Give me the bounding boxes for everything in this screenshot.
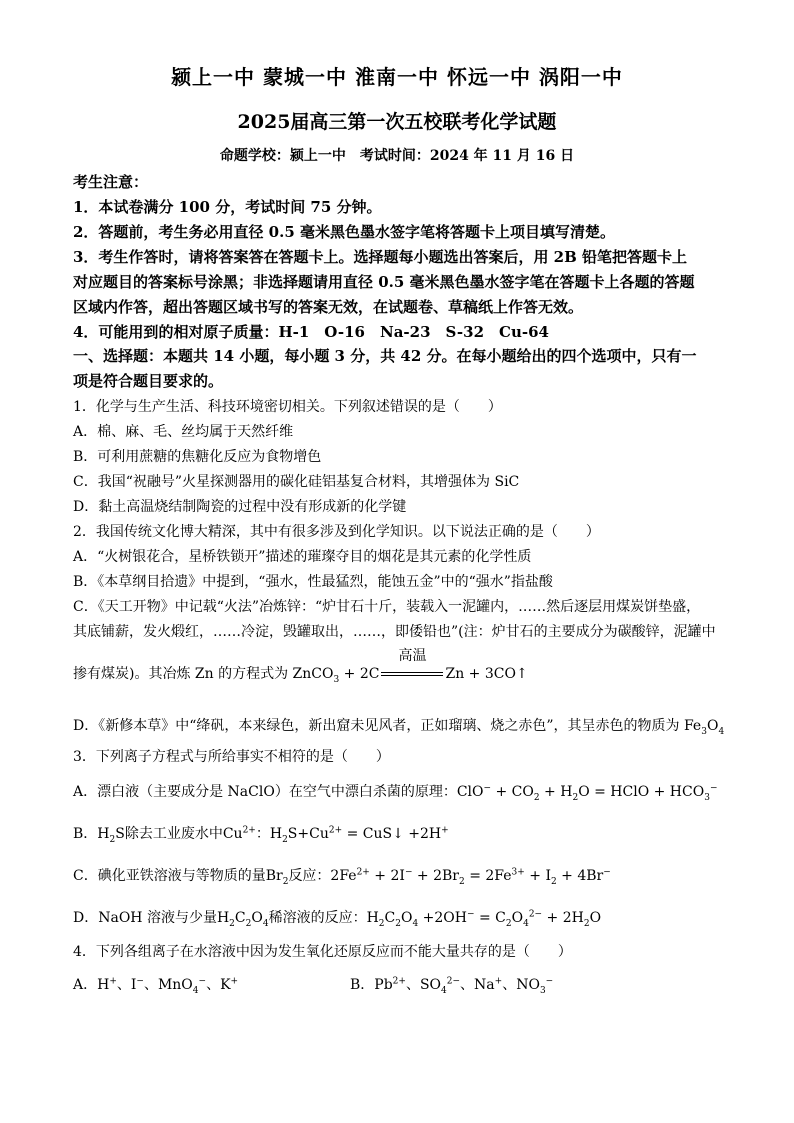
q2-option-b: B．《本草纲目拾遗》中提到，“强水，性最猛烈，能蚀五金”中的“强水”指盐酸 <box>73 574 553 590</box>
q4-option-a: A．H+、I−、MnO$_4$−、K+ <box>73 976 239 996</box>
q2-option-c-equation: 掺有煤炭)。其冶炼 Zn 的方程式为 ZnCO$_3$ + 2C 高温 Zn + 3CO↑ <box>73 648 528 685</box>
q3-option-a: A．漂白液（主要成分是 NaClO）在空气中漂白杀菌的原理：$ClO^- + CO_2 + H_2O$ = HClO + $HCO_3^-$ <box>73 783 718 803</box>
q3-option-c: C．碘化亚铁溶液与等物质的量$Br_2$反应：$2Fe^{2+} + 2I^- + 2Br_2 = 2Fe^{3+} + I_2 + 4Br^-$ <box>73 867 611 887</box>
q1-option-a: A．棉、麻、毛、丝均属于天然纤维 <box>73 424 294 440</box>
q3-stem: 3．下列离子方程式与所给事实不相符的是（ ） <box>73 749 390 765</box>
section-heading-line-2: 项是符合题目要求的。 <box>73 372 224 390</box>
q1-stem: 1．化学与生产生活、科技环境密切相关。下列叙述错误的是（ ） <box>73 399 502 415</box>
notice-item-2: 2．答题前，考生务必用直径 0.5 毫米黑色墨水签字笔将答题卡上项目填写清楚。 <box>73 223 615 241</box>
q1-option-c: C．我国“祝融号”火星探测器用的碳化硅铝基复合材料，其增强体为 SiC <box>73 474 520 490</box>
school-names: 颍上一中 蒙城一中 淮南一中 怀远一中 涡阳一中 <box>171 65 623 89</box>
q3-option-d: D．NaOH 溶液与少量$H_2C_2O_4$稀溶液的反应：$H_2C_2O_4 +2OH^- = C_2O_4^{2-} + 2H_2O$ <box>73 909 602 929</box>
reaction-condition-arrow <box>379 648 445 684</box>
reaction-condition-label: 高温 <box>398 648 427 664</box>
q2-option-d: D．《新修本草》中“绛矾，本来绿色，新出窟未见风者，正如瑠璃、烧之赤色”，其呈赤色的物质为 $Fe_3O_4$ <box>73 718 725 737</box>
notice-item-3-line-3: 区域内作答，超出答题区域书写的答案无效，在试题卷、草稿纸上作答无效。 <box>73 298 584 316</box>
notice-item-3-line-1: 3．考生作答时，请将答案答在答题卡上。选择题每小题选出答案后，用 2B 铅笔把答题卡上 <box>73 248 688 266</box>
notice-heading: 考生注意： <box>73 173 149 191</box>
q4-option-b: B．$Pb^{2+}$、$SO_4^{2-}$、Na+、$NO_3^-$ <box>350 976 554 996</box>
q2-option-c-line-2: 其底铺薪，发火煅红，……冷淀，毁罐取出，……，即倭铅也”(注：炉甘石的主要成分为碳酸锌，泥罐中 <box>73 624 716 640</box>
q2-option-c-line-1: C．《天工开物》中记载“火法”冶炼锌：“炉甘石十斤，装载入一泥罐内，……然后逐层用煤炭饼垫盛， <box>73 599 701 615</box>
exam-title: 2025届高三第一次五校联考化学试题 <box>237 111 557 133</box>
q2-stem: 2．我国传统文化博大精深，其中有很多涉及到化学知识。以下说法正确的是（ ） <box>73 524 600 540</box>
q1-option-b: B．可利用蔗糖的焦糖化反应为食物增色 <box>73 449 322 465</box>
q2-option-a: A．“火树银花合，星桥铁锁开”描述的璀璨夺目的烟花是其元素的化学性质 <box>73 549 532 565</box>
notice-item-4: 4．可能用到的相对原子质量：H-1 O-16 Na-23 S-32 Cu-64 <box>73 323 549 341</box>
exam-subtitle: 命题学校：颍上一中 考试时间：2024 年 11 月 16 日 <box>219 148 575 164</box>
q4-stem: 4．下列各组离子在水溶液中因为发生氧化还原反应而不能大量共存的是（ ） <box>73 944 572 960</box>
section-heading-line-1: 一、选择题：本题共 14 小题，每小题 3 分，共 42 分。在每小题给出的四个选项中，只有一 <box>73 347 697 365</box>
q4-options <box>73 975 238 995</box>
q1-option-d: D．黏土高温烧结制陶瓷的过程中没有形成新的化学键 <box>73 499 407 515</box>
notice-item-3-line-2: 对应题目的答案标号涂黑；非选择题请用直径 0.5 毫米黑色墨水签字笔在答题卡上各题的答题 <box>73 273 695 291</box>
q3-option-b: B．$H_2S$除去工业废水中$Cu^{2+}$：$H_2S+Cu^{2+}$ = CuS↓ +2H+ <box>73 825 449 845</box>
notice-item-1: 1．本试卷满分 100 分，考试时间 75 分钟。 <box>73 198 382 216</box>
